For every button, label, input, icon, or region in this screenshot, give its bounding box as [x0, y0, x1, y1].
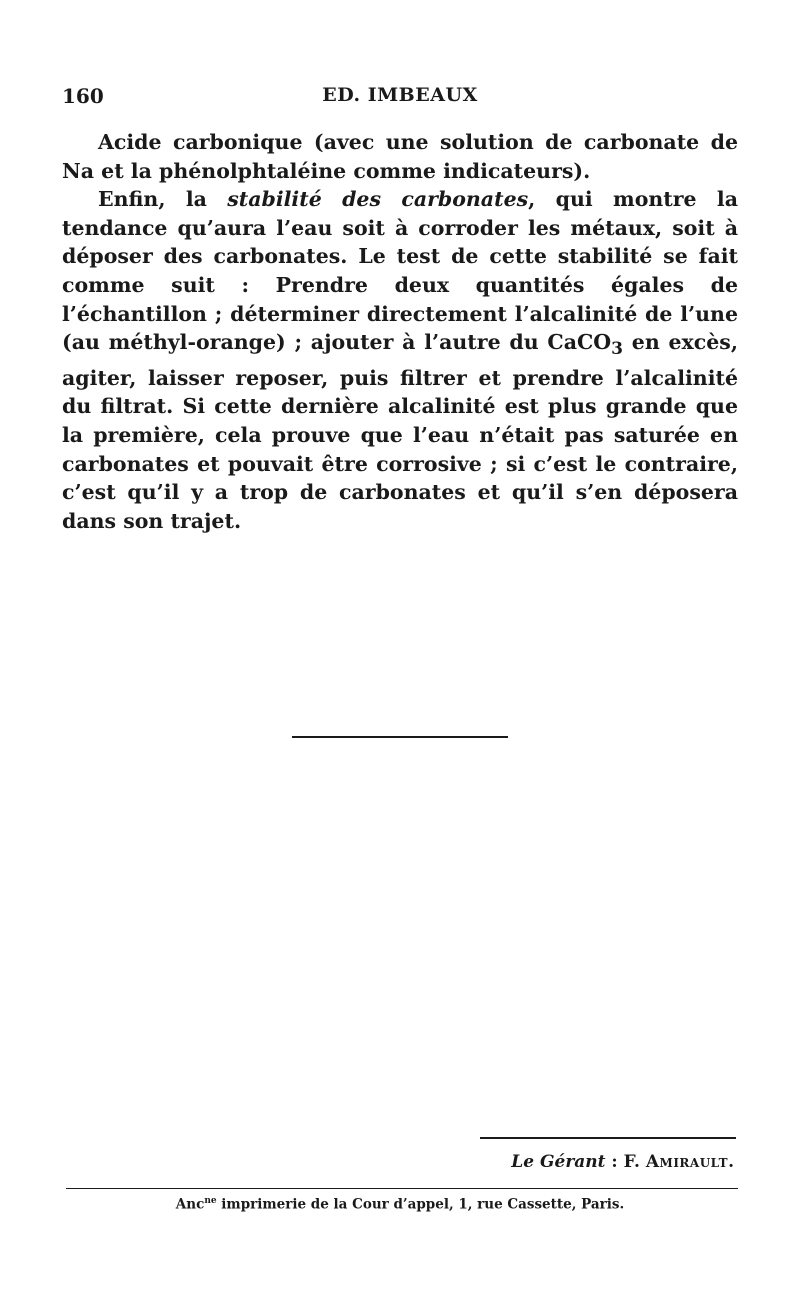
manager-separator: :: [605, 1152, 624, 1172]
paragraph: Acide carbonique (avec une solution de carbonate de Na et la phénolphtaléine comme indicateurs).: [62, 130, 738, 183]
printer-prefix: Anc: [175, 1196, 205, 1213]
text-run: , qui montre la tendance qu’aura l’eau soit à corroder les métaux, soit à déposer des carbonates. Le test de cette stabilité se fait comme suit : Prendre deux quantités égales de l’échantillon ; déterminer directement l’alcalinité de l’une (au méthyl-orange) ; ajouter à l’autre du CaCO: [62, 187, 738, 355]
body-text: [62, 128, 738, 535]
printer-rule: [66, 1188, 738, 1189]
manager-rule: [480, 1137, 736, 1139]
manager-signature: [511, 1152, 734, 1172]
running-head: ED. IMBEAUX: [322, 84, 478, 106]
printer-imprint: [0, 1196, 800, 1213]
chemical-subscript: 3: [611, 339, 624, 360]
printer-rest: imprimerie de la Cour d’appel, 1, rue Cassette, Paris.: [216, 1196, 625, 1213]
manager-label: Le Gérant: [511, 1152, 606, 1172]
text-run: Enfin, la: [98, 187, 228, 212]
page-number: 160: [62, 84, 104, 108]
text-run: en excès, agiter, laisser reposer, puis filtrer et prendre l’alcalinité du filtrat. Si cette dernière alcalinité est plus grande que la première, cela prouve que l’eau n’était pas saturée en carbonates et pouvait être corrosive ; si c’est le contraire, c’est qu’il y a trop de carbonates et qu’il s’en déposera dans son trajet.: [62, 330, 738, 533]
section-divider: [292, 736, 508, 738]
printer-superscript: ne: [204, 1196, 217, 1206]
manager-end: .: [728, 1152, 734, 1172]
paragraph: [62, 185, 738, 535]
emphasis-text: stabilité des carbonates: [227, 187, 529, 212]
manager-surname: Amirault: [645, 1152, 729, 1172]
manager-initial: F.: [623, 1152, 646, 1172]
